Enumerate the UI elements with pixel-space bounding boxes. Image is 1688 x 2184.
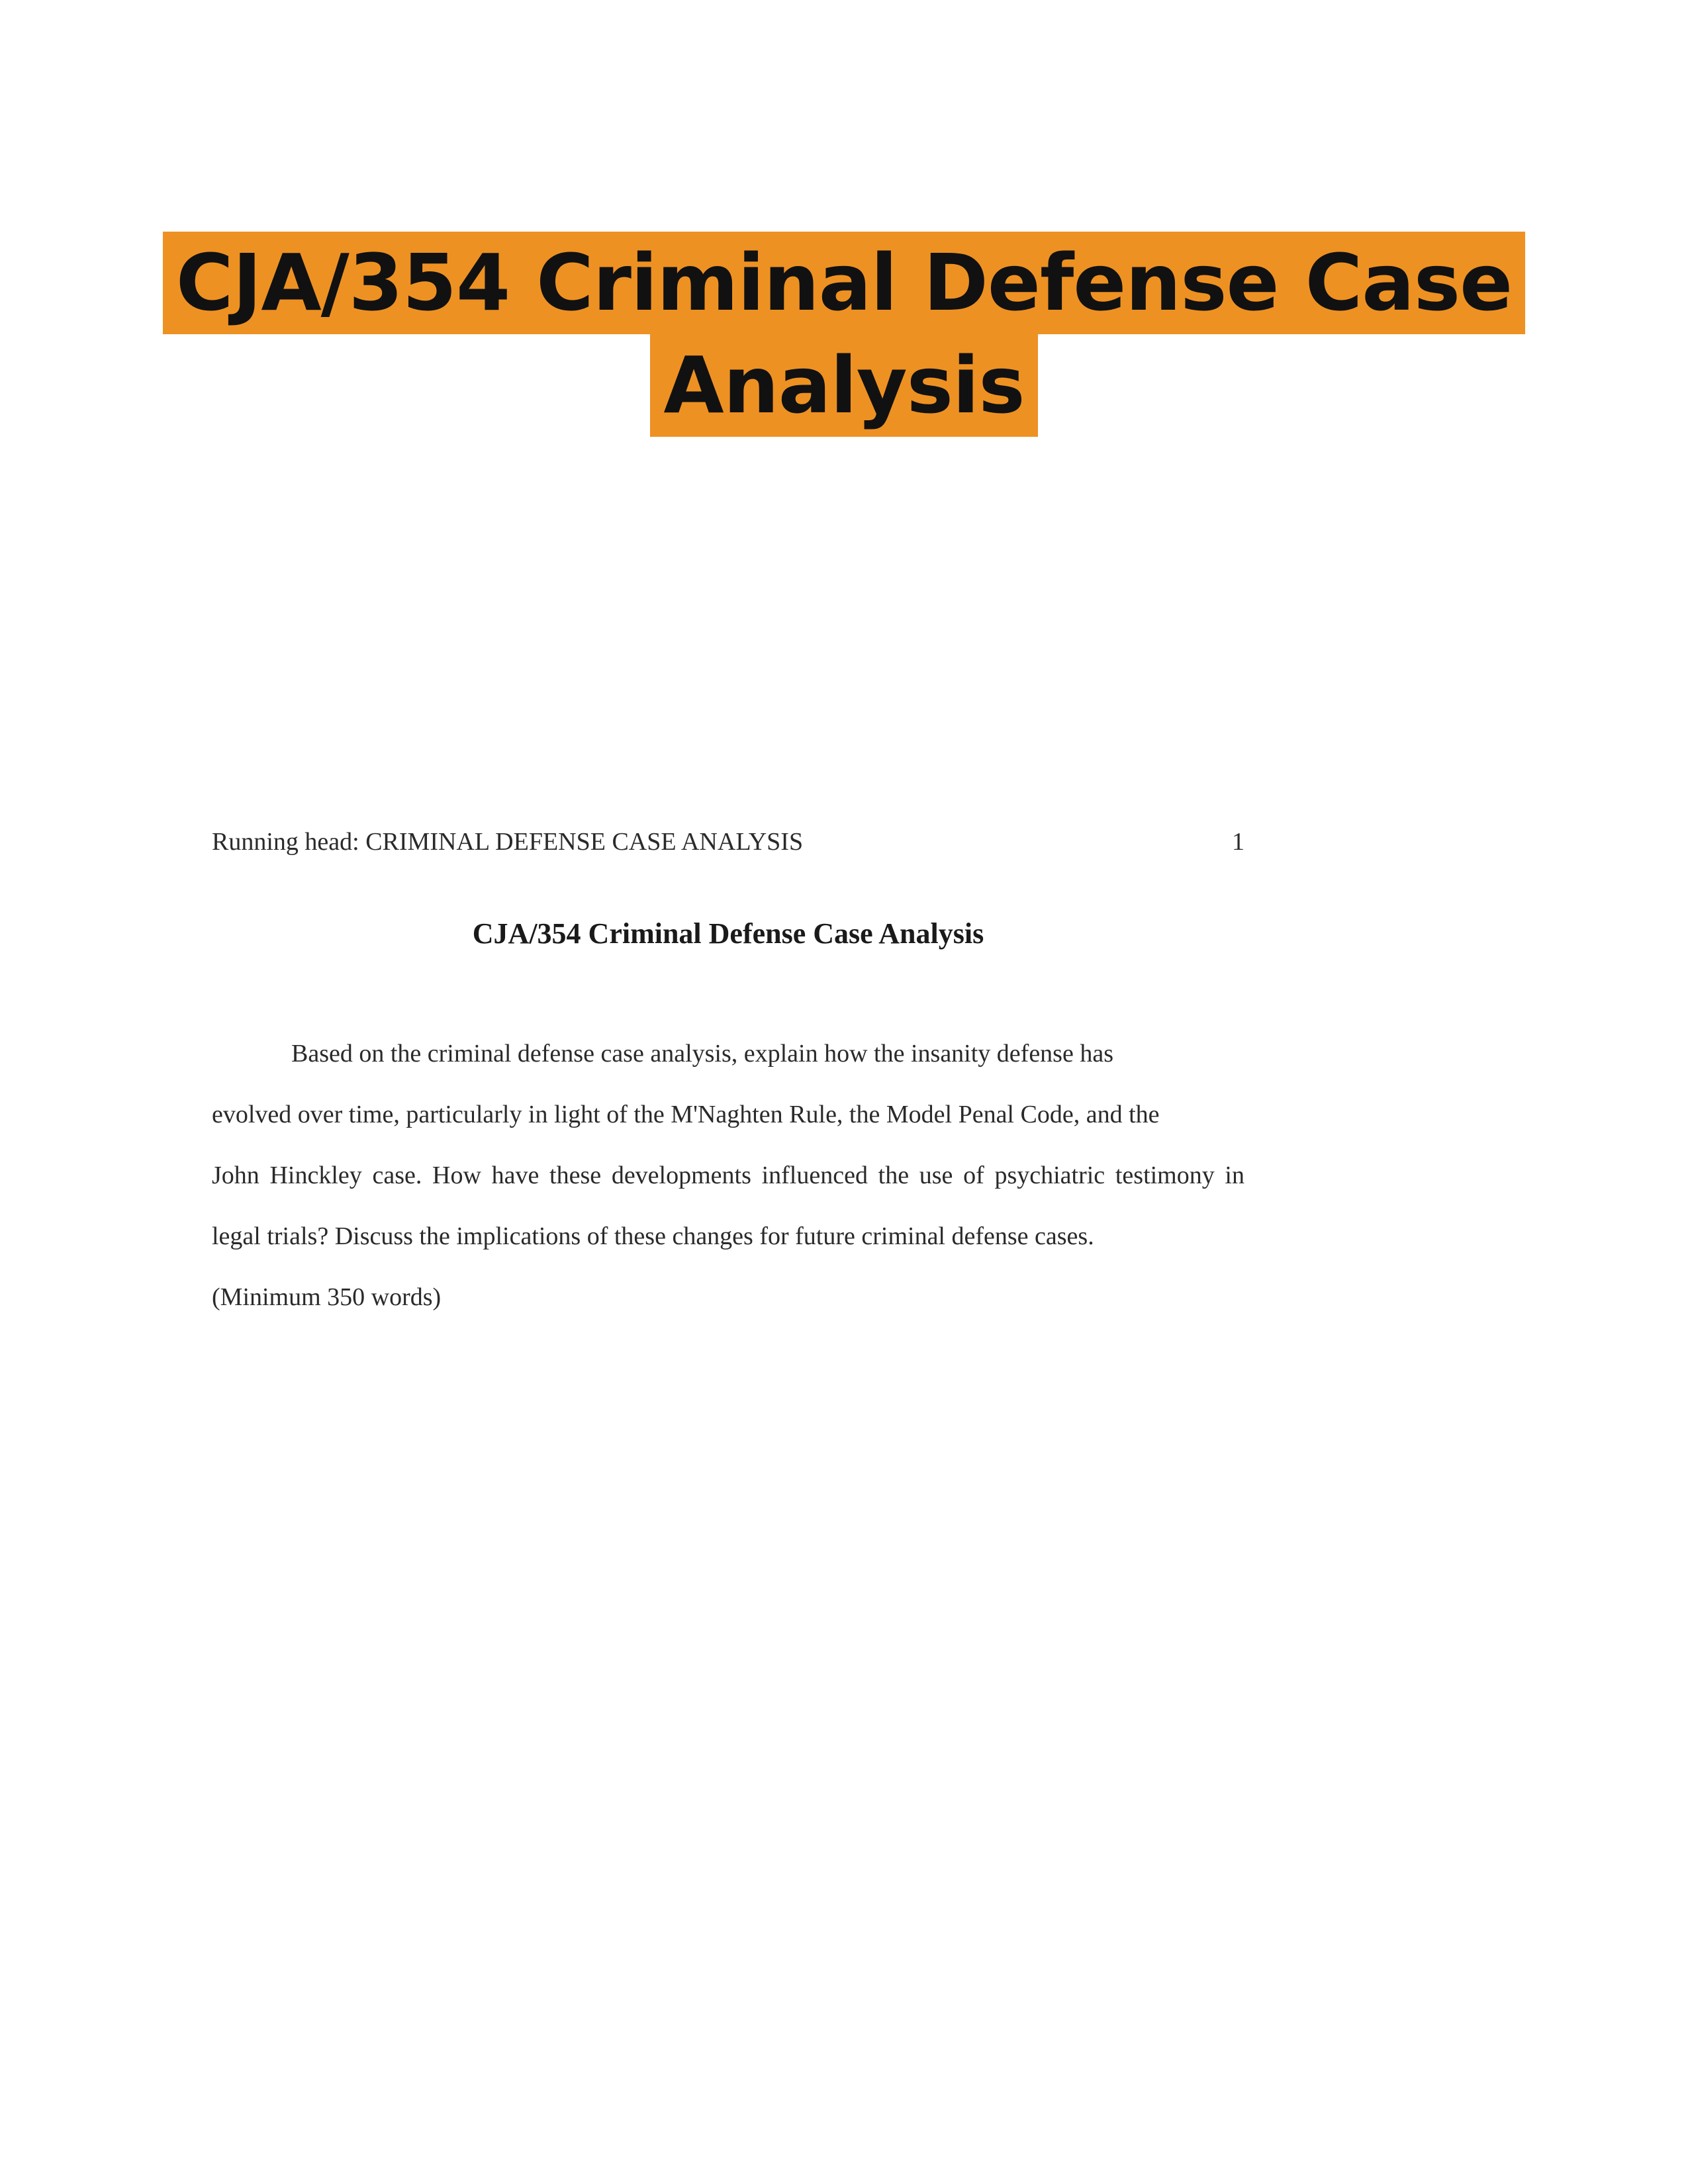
body-line-4: legal trials? Discuss the implications of these changes for future criminal defense cases. (212, 1222, 1094, 1250)
body-line-5: (Minimum 350 words) (212, 1283, 442, 1311)
running-head-row (212, 827, 1244, 867)
page-number: 1 (1232, 828, 1244, 856)
body-line-2: evolved over time, particularly in light of the M'Naghten Rule, the Model Penal Code, and the (212, 1101, 1160, 1128)
document-body (212, 1023, 1244, 1328)
body-line-3: John Hinckley case. How have these developments influenced the use of psychiatric testimony in (212, 1161, 1244, 1189)
title-banner (0, 232, 1688, 437)
banner-title-line-2: Analysis (650, 334, 1037, 437)
body-line-1: Based on the criminal defense case analysis, explain how the insanity defense has (291, 1040, 1113, 1068)
document-snapshot (212, 827, 1244, 1328)
banner-title-line-1: CJA/354 Criminal Defense Case (163, 232, 1525, 334)
running-head: Running head: CRIMINAL DEFENSE CASE ANALYSIS (212, 828, 804, 856)
document-title: CJA/354 Criminal Defense Case Analysis (472, 917, 984, 950)
